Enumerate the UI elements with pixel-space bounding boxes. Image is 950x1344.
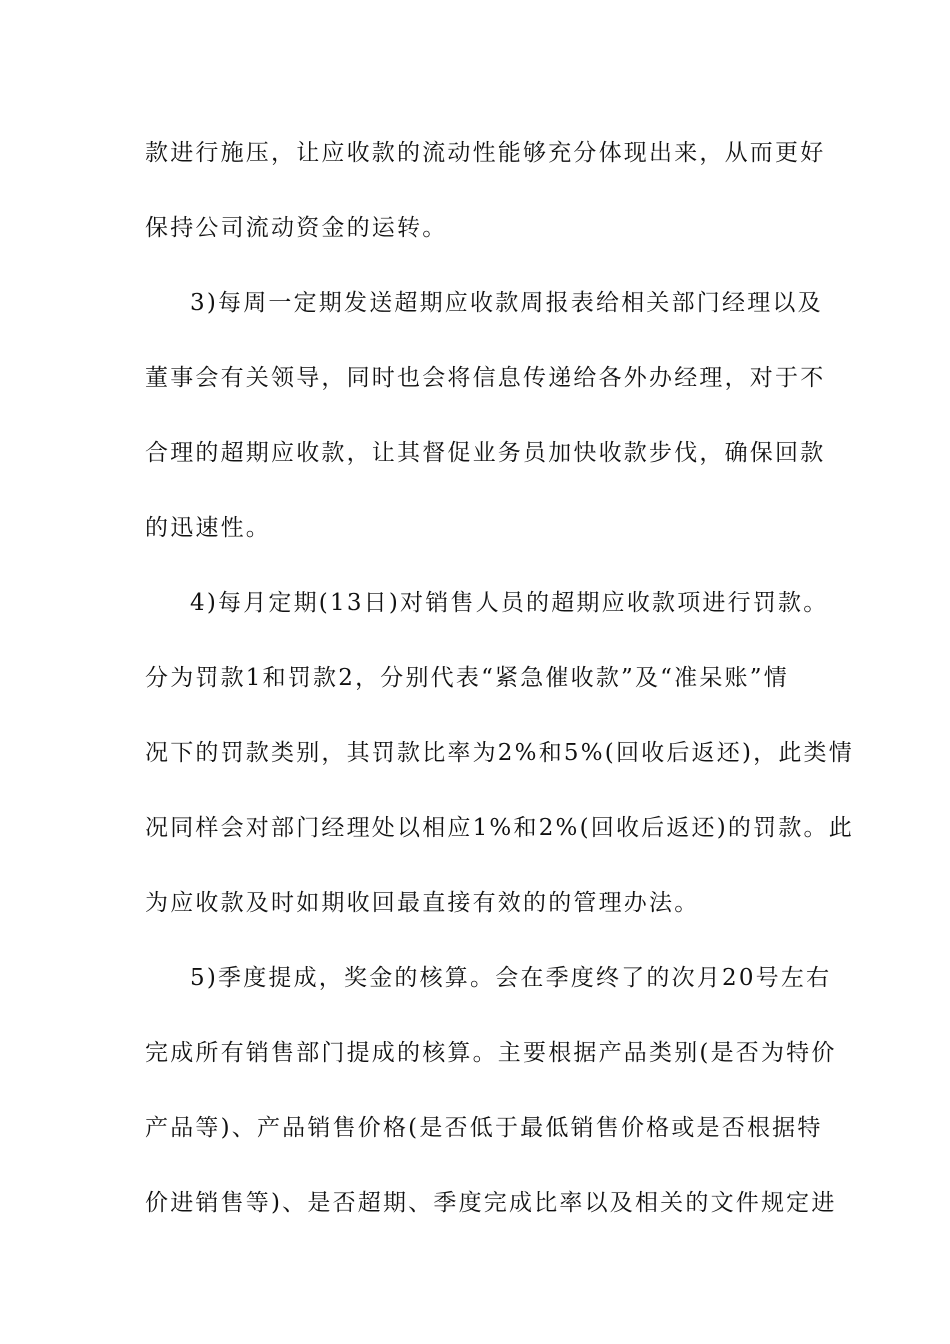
paragraph-line: 况同样会对部门经理处以相应1%和2%(回收后返还)的罚款。此 <box>145 815 854 841</box>
paragraph-line: 保持公司流动资金的运转。 <box>145 215 448 241</box>
paragraph-line: 况下的罚款类别，其罚款比率为2%和5%(回收后返还)，此类情 <box>145 740 854 766</box>
paragraph-line: 价进销售等)、是否超期、季度完成比率以及相关的文件规定进 <box>145 1190 837 1216</box>
paragraph-line: 完成所有销售部门提成的核算。主要根据产品类别(是否为特价 <box>145 1040 837 1066</box>
paragraph-line: 合理的超期应收款，让其督促业务员加快收款步伐，确保回款 <box>145 440 826 466</box>
paragraph-line: 为应收款及时如期收回最直接有效的的管理办法。 <box>145 890 700 916</box>
paragraph-line: 5)季度提成，奖金的核算。会在季度终了的次月20号左右 <box>190 965 832 991</box>
paragraph-line: 董事会有关领导，同时也会将信息传递给各外办经理，对于不 <box>145 365 826 391</box>
paragraph-line: 分为罚款1和罚款2，分别代表“紧急催收款”及“准呆账”情 <box>145 665 789 691</box>
paragraph-line: 的迅速性。 <box>145 515 271 541</box>
paragraph-line: 4)每月定期(13日)对销售人员的超期应收款项进行罚款。 <box>190 590 829 616</box>
paragraph-line: 款进行施压，让应收款的流动性能够充分体现出来，从而更好 <box>145 140 826 166</box>
paragraph-line: 3)每周一定期发送超期应收款周报表给相关部门经理以及 <box>190 290 823 316</box>
paragraph-line: 产品等)、产品销售价格(是否低于最低销售价格或是否根据特 <box>145 1115 823 1141</box>
